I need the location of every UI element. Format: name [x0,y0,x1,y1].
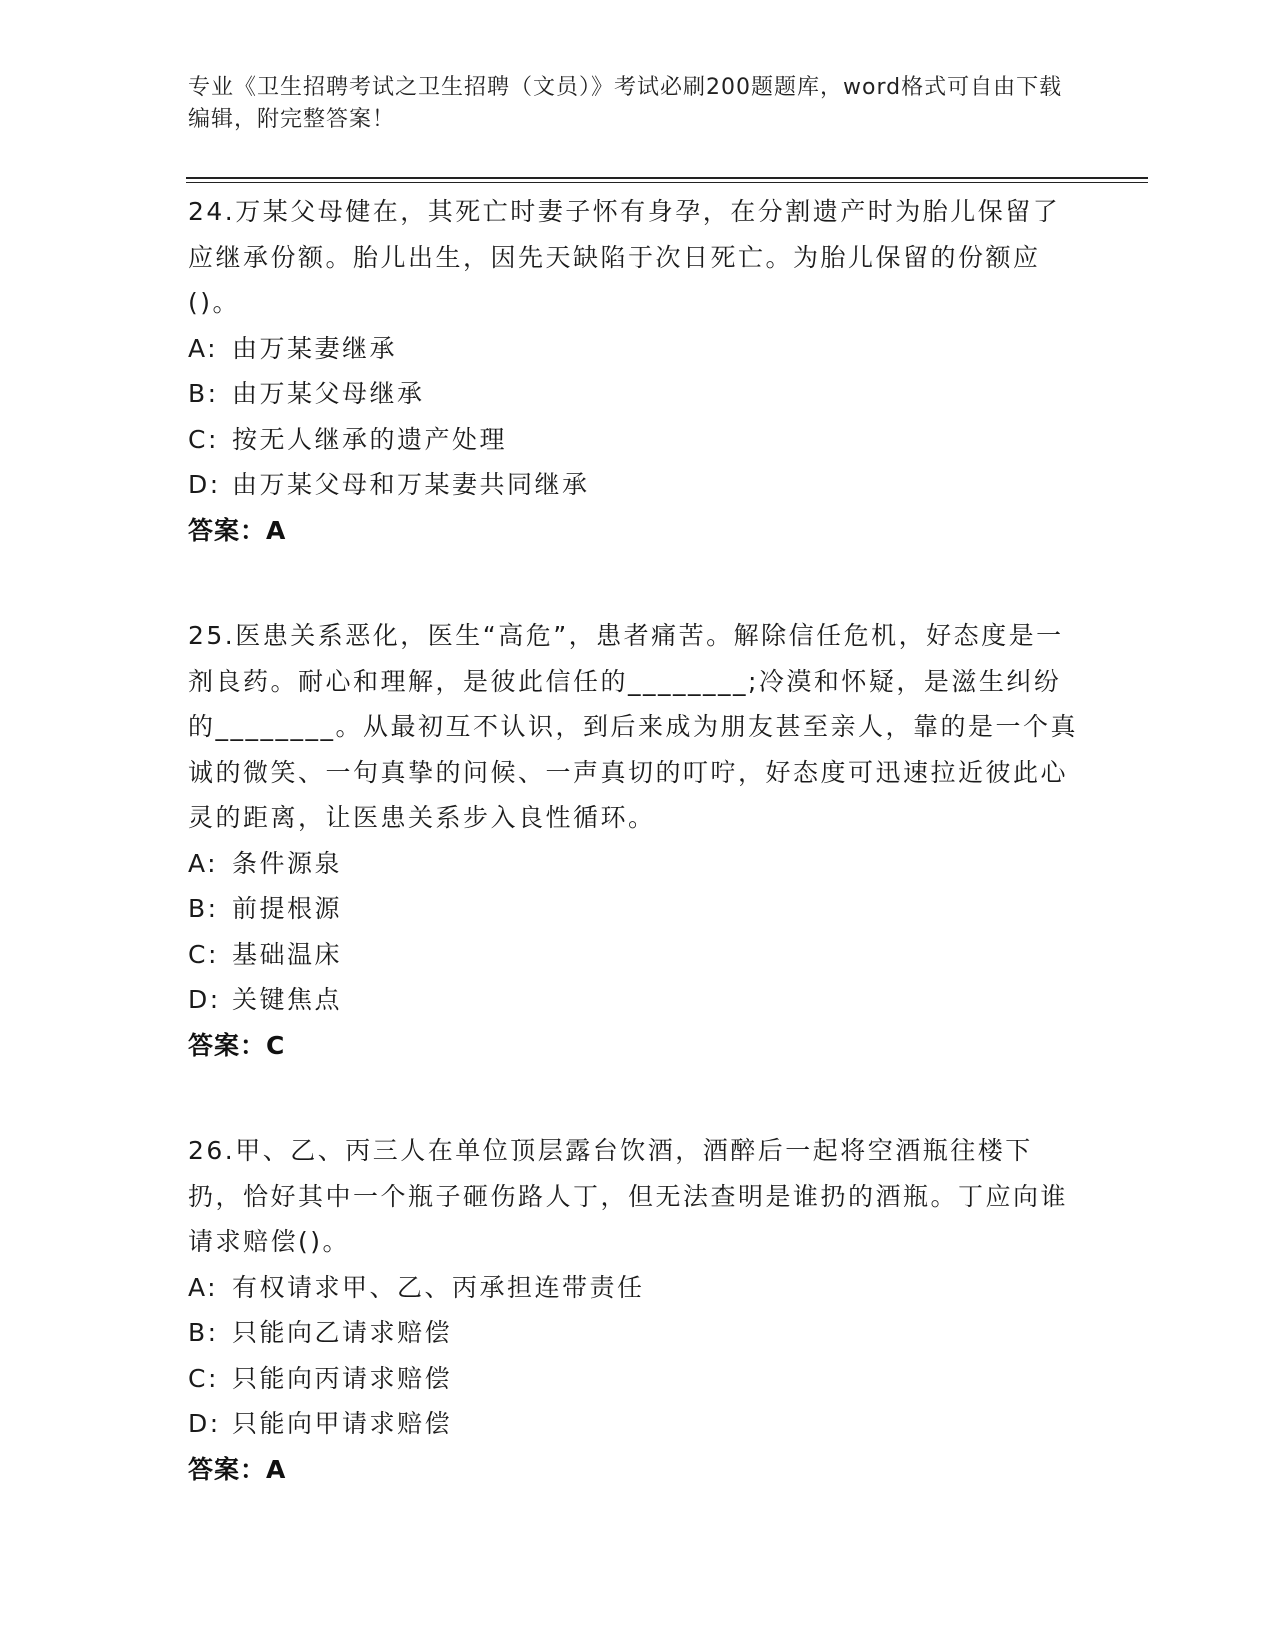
answer-label: 答案：A [188,515,287,545]
option-key: A: [188,333,219,363]
option-text: 只能向丙请求赔偿 [232,1363,453,1393]
option-text: 按无人继承的遗产处理 [232,424,508,454]
option-d [188,1401,1088,1447]
option-key: D: [188,1409,221,1438]
answer-label: 答案：C [188,1030,286,1060]
question-stem: 25.医患关系恶化，医生“高危”，患者痛苦。解除信任危机，好态度是一剂良药。耐心和理解，是彼此信任的________;冷漠和怀疑，是滋生纠纷的________。从最初互不认识，到后来成为朋友甚至亲人，靠的是一个真诚的微笑、一句真挚的问候、一声真切的叮咛，好态度可迅速拉近彼此心灵的距离，让医患关系步入良性循环。 [188,621,1079,832]
option-a [188,1265,1088,1311]
option-text: 由万某父母继承 [232,379,425,408]
option-key: C: [188,424,219,454]
option-c [188,932,1088,978]
option-b [188,371,1088,417]
header-divider-thin [186,182,1148,183]
answer-label: 答案：A [188,1454,287,1484]
option-key: B: [188,379,219,408]
option-c [188,1356,1088,1402]
option-key: A: [188,1272,219,1302]
question-stem: 24.万某父母健在，其死亡时妻子怀有身孕，在分割遗产时为胎儿保留了应继承份额。胎儿出生，因先天缺陷于次日死亡。为胎儿保留的份额应()。 [188,197,1061,317]
option-text: 只能向乙请求赔偿 [232,1318,453,1347]
option-key: D: [188,985,221,1014]
option-key: A: [188,848,219,878]
option-text: 由万某父母和万某妻共同继承 [232,470,590,499]
option-key: C: [188,939,219,969]
option-text: 只能向甲请求赔偿 [232,1409,453,1438]
option-key: D: [188,470,221,499]
option-text: 前提根源 [232,894,343,923]
question-stem: 26.甲、乙、丙三人在单位顶层露台饮酒，酒醉后一起将空酒瓶往楼下扔，恰好其中一个瓶子砸伤路人丁，但无法查明是谁扔的酒瓶。丁应向谁请求赔偿()。 [188,1136,1069,1256]
question-list [188,189,1088,1552]
option-b [188,1310,1088,1356]
page-header: 专业《卫生招聘考试之卫生招聘（文员）》考试必刷200题题库，word格式可自由下载编辑，附完整答案！ [188,75,1063,132]
option-key: B: [188,894,219,923]
option-text: 由万某妻继承 [232,333,398,363]
option-a [188,841,1088,887]
header-divider-thick [186,177,1148,179]
option-text: 基础温床 [232,939,343,969]
option-key: C: [188,1363,219,1393]
question-26 [188,1128,1088,1492]
question-25 [188,613,1088,1068]
option-c [188,417,1088,463]
question-24 [188,189,1088,553]
option-text: 条件源泉 [232,848,343,878]
option-b [188,886,1088,932]
option-text: 关键焦点 [232,985,343,1014]
option-key: B: [188,1318,219,1347]
option-d [188,977,1088,1023]
option-d [188,462,1088,508]
option-a [188,326,1088,372]
option-text: 有权请求甲、乙、丙承担连带责任 [232,1272,645,1302]
